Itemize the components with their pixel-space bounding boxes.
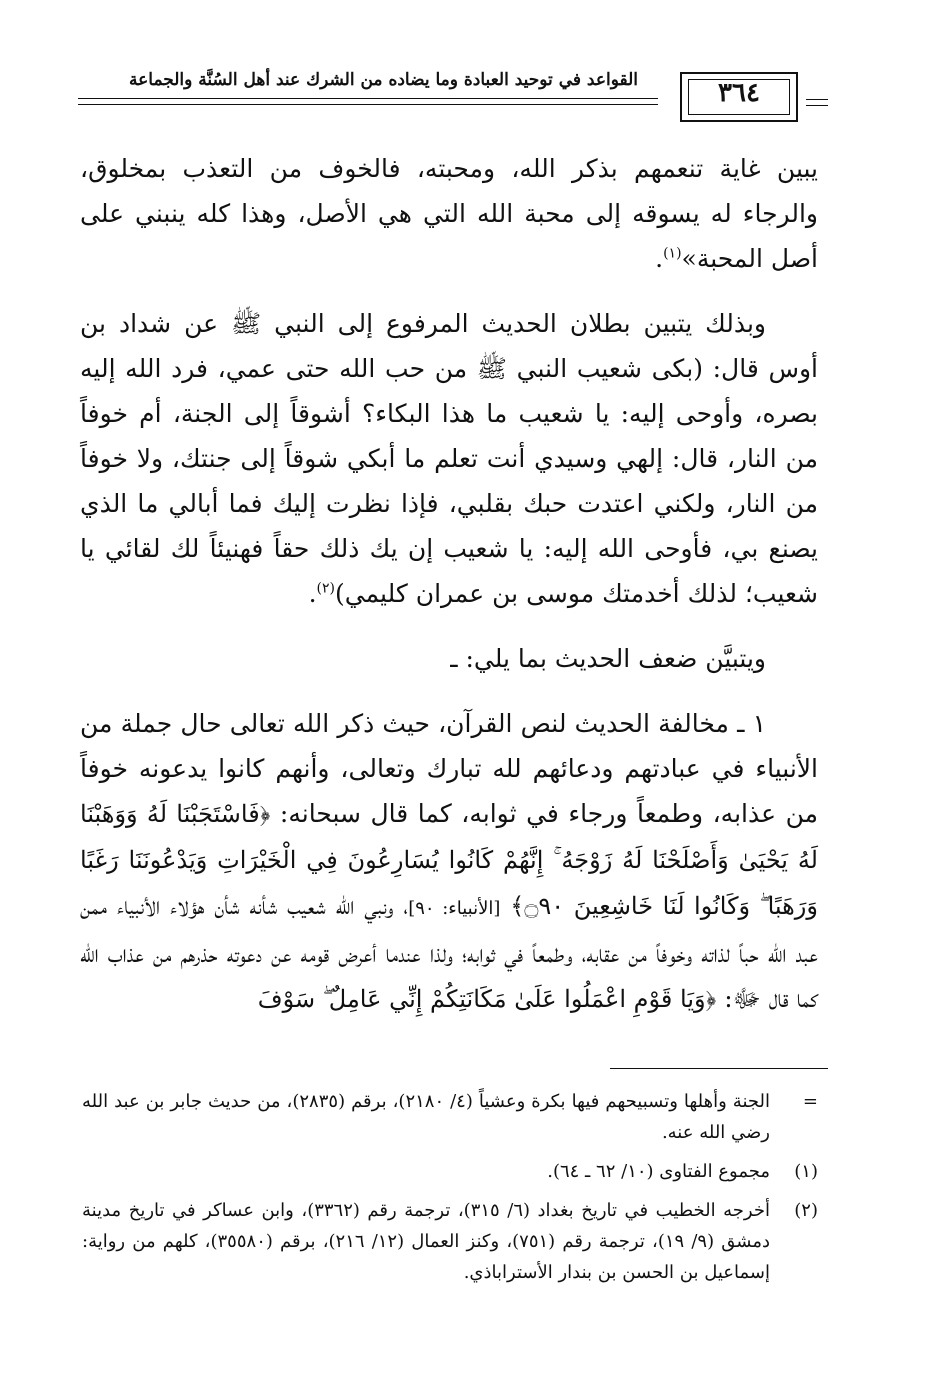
footnote-1 [82, 1156, 818, 1187]
footnote-marker: (١) [794, 1161, 818, 1182]
paragraph-1-text: يبين غاية تنعمهم بذكر الله، ومحبته، فالخوف من التعذب بمخلوق، والرجاء له يسوقه إلى محبة الله التي هي الأصل، وهذا كله ينبني على أصل المحبة» [80, 154, 818, 273]
footnote-text: أخرجه الخطيب في تاريخ بغداد (٦/ ٣١٥)، ترجمة رقم (٣٣٦٢)، وابن عساكر في تاريخ مدينة دمشق (٩/ ١٩)، ترجمة رقم (٧٥١)، وكنز العمال (١٢/ ٢١٦)، برقم (٣٥٥٨٠)، كلهم من رواية: إسماعيل بن الحسن بن بندار الأستراباذي. [82, 1200, 770, 1283]
footnote-text: الجنة وأهلها وتسبيحهم فيها بكرة وعشياً (٤/ ٢١٨٠)، برقم (٢٨٣٥)، من حديث جابر بن عبد الله رضي الله عنه. [82, 1091, 770, 1143]
paragraph-1 [80, 146, 818, 281]
quran-verse-1: ﴿فَاسْتَجَبْنَا لَهُ وَوَهَبْنَا لَهُ يَحْيَىٰ وَأَصْلَحْنَا لَهُ زَوْجَهُ ۚ إِنَّهُمْ كَانُوا يُسَارِعُونَ فِي الْخَيْرَاتِ وَيَدْعُونَنَا رَغَبًا وَرَهَبًا ۖ وَكَانُوا لَنَا خَاشِعِينَ ۝٩٠﴾ [80, 800, 818, 920]
footnote-2 [82, 1195, 818, 1288]
verse-reference-1: [الأنبياء: ٩٠] [408, 898, 501, 919]
header-rule [78, 98, 658, 99]
paragraph-4-text-before: ١ ـ مخالفة الحديث لنص القرآن، حيث ذكر الله تعالى حال جملة من الأنبياء في عبادتهم ودعائهم لله تبارك وتعالى، وأنهم كانوا يدعونه خوفاً من عذابه، وطمعاً ورجاء في ثوابه، كما قال سبحانه: [80, 709, 818, 828]
footnote-ref-1: (١) [663, 245, 682, 262]
paragraph-4 [80, 701, 818, 1022]
main-text [80, 146, 818, 1022]
paragraph-4-text-after: ، ونبي الله شعيب شأنه شأن هؤلاء الأنبياء ممن عبد الله حباً لذاته وخوفاً من عقابه، وطمعاً في ثوابه؛ ولذا عندما أعرض قومه عن دعوته حذرهم من عذاب الله كما قال ﷻ: [80, 891, 818, 1013]
footnote-marker: (٢) [794, 1200, 818, 1221]
header-ornament [806, 99, 828, 106]
paragraph-2-end: . [308, 579, 317, 608]
quran-verse-2: ﴿وَيَا قَوْمِ اعْمَلُوا عَلَىٰ مَكَانَتِكُمْ إِنِّي عَامِلٌ ۖ سَوْفَ [257, 985, 717, 1013]
footnote-text: مجموع الفتاوى (١٠/ ٦٢ ـ ٦٤). [547, 1161, 770, 1182]
footnotes [82, 1086, 818, 1296]
page-number: ٣٦٤ [718, 78, 760, 108]
page-header [78, 64, 828, 124]
running-title: القواعد في توحيد العبادة وما يضاده من الشرك عند أهل السُنَّة والجماعة [129, 70, 638, 90]
footnote-continuation [82, 1086, 818, 1148]
footnote-ref-2: (٢) [316, 580, 335, 597]
footnote-marker: = [802, 1091, 818, 1112]
footnote-separator [610, 1068, 828, 1069]
paragraph-2 [80, 301, 818, 616]
paragraph-2-text: وبذلك يتبين بطلان الحديث المرفوع إلى النبي ﷺ عن شداد بن أوس قال: (بكى شعيب النبي ﷺ من حب الله حتى عمي، فرد الله إليه بصره، وأوحى إليه: يا شعيب ما هذا البكاء؟ أشوقاً إلى الجنة، أم خوفاً من النار، قال: إلهي وسيدي أنت تعلم ما أبكي شوقاً إلى جنتك، ولا خوفاً من النار، ولكني اعتدت حبك بقلبي، فإذا نظرت إليك فما أبالي ما الذي يصنع بي، فأوحى الله إليه: يا شعيب إن يك ذلك حقاً فهنيئاً لك لقائي يا شعيب؛ لذلك أخدمتك موسى بن عمران كليمي) [80, 309, 818, 608]
paragraph-1-end: . [655, 244, 664, 273]
page-number-frame [680, 72, 798, 122]
paragraph-3: ويتبيَّن ضعف الحديث بما يلي: ـ [450, 644, 766, 673]
header-rule [78, 104, 658, 105]
